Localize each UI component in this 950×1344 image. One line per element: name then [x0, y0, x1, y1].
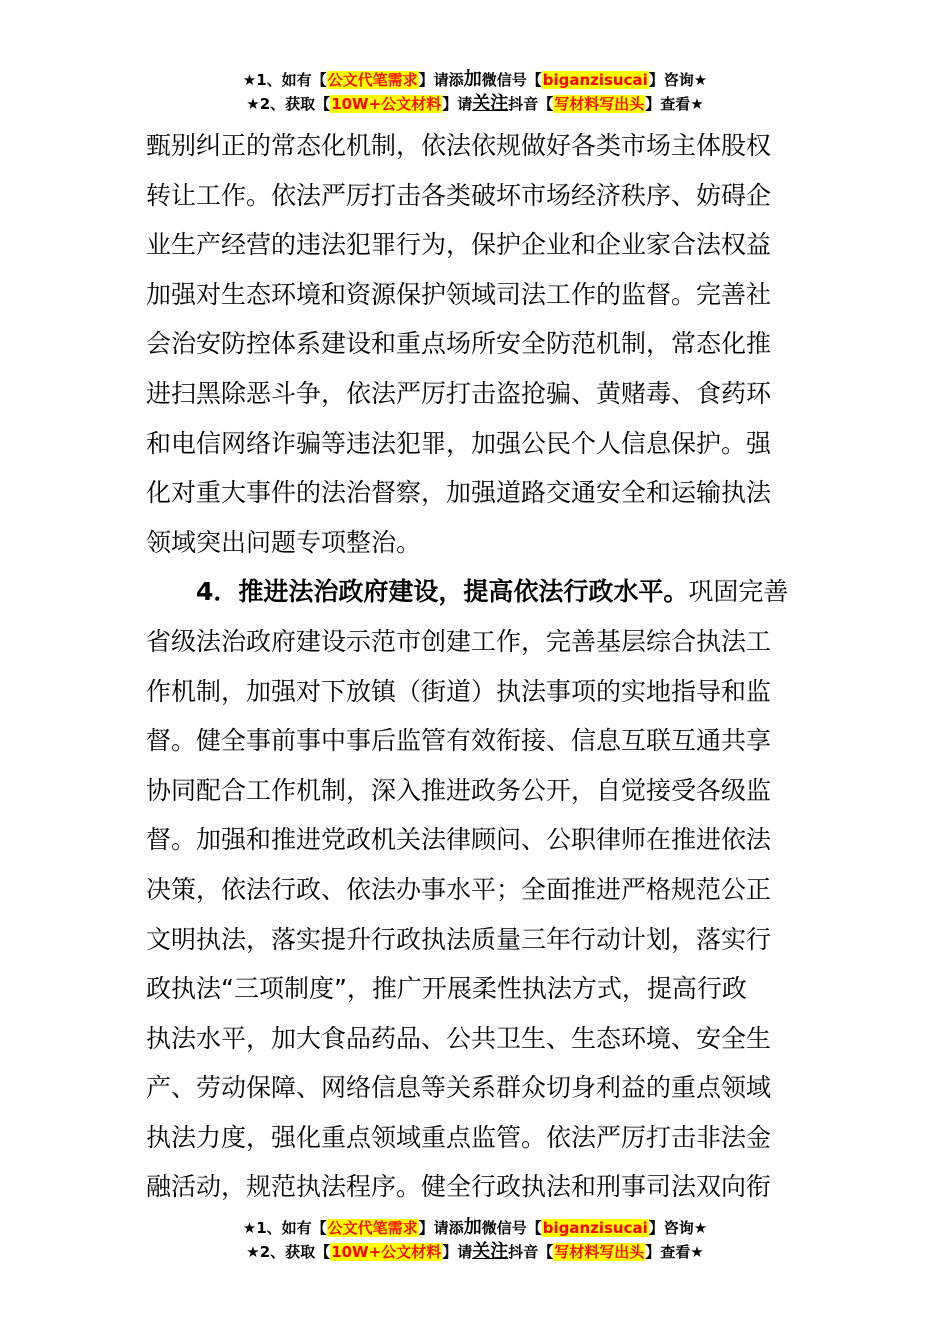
banner-text: 微信号【 [481, 1219, 542, 1237]
text-line: 执法水平，加大食品药品、公共卫生、生态环境、安全生 [146, 1023, 772, 1053]
text-line: 省级法治政府建设示范市创建工作，完善基层综合执法工 [146, 626, 772, 656]
banner-line-2 [0, 92, 950, 116]
banner-text: 】请 [442, 1243, 473, 1261]
highlight-douyin: 写材料写出头 [554, 1243, 645, 1261]
banner-text: ★1、如有【 [242, 71, 327, 89]
paragraph-continued [146, 121, 810, 567]
banner-text: 加 [463, 1217, 482, 1238]
banner-line-2 [0, 1240, 950, 1264]
banner-text: 】查看★ [645, 95, 704, 113]
banner-text: 抖音【 [508, 95, 554, 113]
text-line: 文明执法，落实提升行政执法质量三年行动计划，落实行 [146, 924, 772, 954]
text-line: 督。加强和推进党政机关法律顾问、公职律师在推进依法 [146, 825, 772, 855]
document-body [146, 121, 810, 1212]
highlight-materials: 10W+公文材料 [331, 95, 442, 113]
banner-text: 】请添 [418, 1219, 464, 1237]
banner-line-1 [0, 68, 950, 92]
highlight-wechat-id: biganzisucai [542, 71, 648, 89]
banner-text: 关注 [472, 93, 509, 114]
text-line: 融活动，规范执法程序。健全行政执法和刑事司法双向衔 [146, 1172, 772, 1202]
text-line: 会治安防控体系建设和重点场所安全防范机制，常态化推 [146, 329, 772, 359]
banner-text: 关注 [472, 1241, 509, 1262]
text-line: 化对重大事件的法治督察，加强道路交通安全和运输执法 [146, 478, 772, 508]
text-line [146, 567, 810, 617]
text-line: 进扫黑除恶斗争，依法严厉打击盗抢骗、黄赌毒、食药环 [146, 378, 772, 408]
highlight-service: 公文代笔需求 [327, 1219, 418, 1237]
text-line: 产、劳动保障、网络信息等关系群众切身利益的重点领域 [146, 1073, 772, 1103]
banner-text: 】请 [442, 95, 473, 113]
text-line: 转让工作。依法严厉打击各类破坏市场经济秩序、妨碍企 [146, 180, 772, 210]
highlight-materials: 10W+公文材料 [331, 1243, 442, 1261]
text-line: 作机制，加强对下放镇（街道）执法事项的实地指导和监 [146, 676, 772, 706]
banner-text: 】请添 [418, 71, 464, 89]
text-line: 决策，依法行政、依法办事水平；全面推进严格规范公正 [146, 874, 772, 904]
text-line: 政执法“三项制度”，推广开展柔性执法方式，提高行政 [146, 974, 747, 1004]
footer-banner [0, 1216, 950, 1264]
banner-text: ★1、如有【 [242, 1219, 327, 1237]
banner-text: 】咨询★ [648, 71, 708, 89]
text-line: 加强对生态环境和资源保护领域司法工作的监督。完善社 [146, 279, 772, 309]
section-4-heading: 4．推进法治政府建设，提高依法行政水平。 [196, 577, 689, 607]
banner-text: 】咨询★ [648, 1219, 708, 1237]
paragraph-section-4 [146, 567, 810, 1212]
highlight-service: 公文代笔需求 [327, 71, 418, 89]
banner-text: 加 [463, 69, 482, 90]
header-banner [0, 68, 950, 116]
text-line: 协同配合工作机制，深入推进政务公开，自觉接受各级监 [146, 775, 772, 805]
banner-text: ★2、获取【 [246, 1243, 331, 1261]
text-line: 和电信网络诈骗等违法犯罪，加强公民个人信息保护。强 [146, 428, 772, 458]
banner-text: 抖音【 [508, 1243, 554, 1261]
text-line: 甄别纠正的常态化机制，依法依规做好各类市场主体股权 [146, 131, 772, 160]
banner-line-1 [0, 1216, 950, 1240]
text-line: 执法力度，强化重点领域重点监管。依法严厉打击非法金 [146, 1122, 772, 1152]
text-line: 业生产经营的违法犯罪行为，保护企业和企业家合法权益 [146, 230, 772, 260]
text-line: 领域突出问题专项整治。 [146, 527, 422, 557]
banner-text: 微信号【 [481, 71, 542, 89]
text-fragment: 巩固完善 [688, 577, 789, 607]
highlight-wechat-id: biganzisucai [542, 1219, 648, 1237]
highlight-douyin: 写材料写出头 [554, 95, 645, 113]
banner-text: 】查看★ [645, 1243, 704, 1261]
text-line: 督。健全事前事中事后监管有效衔接、信息互联互通共享 [146, 726, 772, 756]
banner-text: ★2、获取【 [246, 95, 331, 113]
